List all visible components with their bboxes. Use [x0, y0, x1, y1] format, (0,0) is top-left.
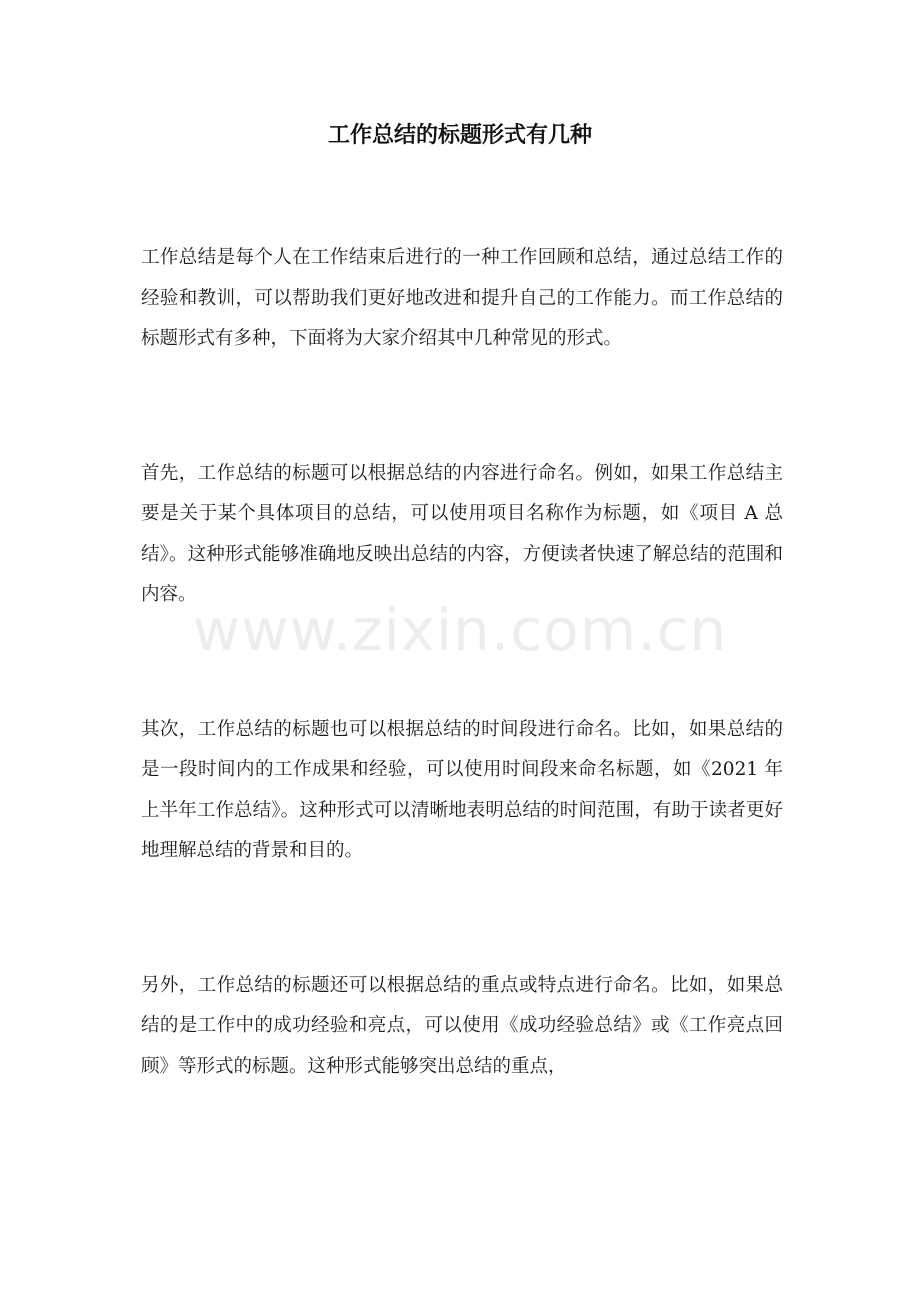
paragraph-by-content: 首先，工作总结的标题可以根据总结的内容进行命名。例如，如果工作总结主要是关于某个具体项目的总结，可以使用项目名称作为标题，如《项目 A 总结》。这种形式能够准确地反映出总结的内容，方便读者快速了解总结的范围和内容。: [141, 462, 783, 605]
paragraph-by-time: 其次，工作总结的标题也可以根据总结的时间段进行命名。比如，如果总结的是一段时间内的工作成果和经验，可以使用时间段来命名标题，如《2021 年上半年工作总结》。这种形式可以清晰地表明总结的时间范围，有助于读者更好地理解总结的背景和目的。: [141, 718, 783, 861]
watermark: www.zixin.com.cn: [192, 596, 728, 664]
paragraph-by-focus: 另外，工作总结的标题还可以根据总结的重点或特点进行命名。比如，如果总结的是工作中的成功经验和亮点，可以使用《成功经验总结》或《工作亮点回顾》等形式的标题。这种形式能够突出总结的重点，: [141, 974, 783, 1077]
document-title: 工作总结的标题形式有几种: [327, 123, 592, 148]
document-body: [141, 238, 783, 1087]
paragraph-intro: 工作总结是每个人在工作结束后进行的一种工作回顾和总结，通过总结工作的经验和教训，可以帮助我们更好地改进和提升自己的工作能力。而工作总结的标题形式有多种，下面将为大家介绍其中几种常见的形式。: [141, 247, 783, 349]
